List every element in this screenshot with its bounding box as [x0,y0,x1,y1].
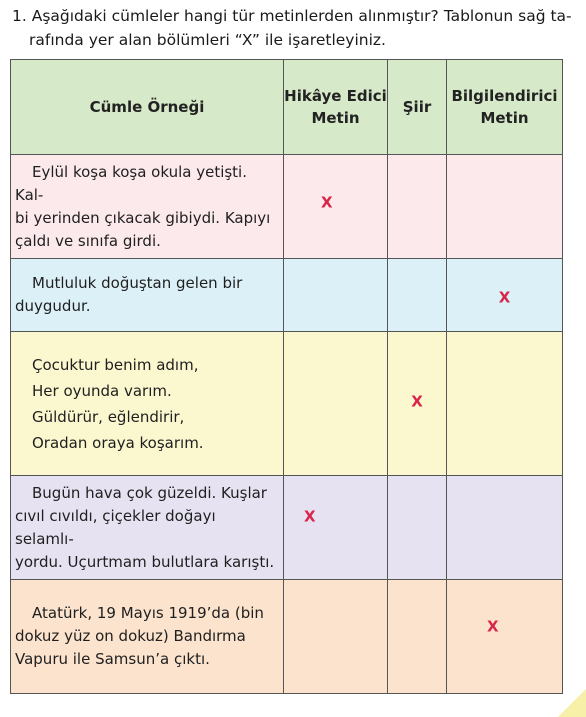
sentence-cell [11,155,284,259]
info-mark-cell[interactable] [447,580,563,694]
header-info [447,60,563,155]
poem-line: Oradan oraya koşarım. [32,433,204,452]
info-mark-cell[interactable] [447,476,563,580]
poem-mark-cell[interactable] [388,259,447,332]
sentence-line: Eylül koşa koşa okula yetişti. Kal- [15,162,247,204]
question-text-2: rafında yer alan bölümleri “X” ile işaretleyiniz. [29,31,386,49]
story-mark-cell[interactable] [284,580,388,694]
sentence-line: Atatürk, 19 Mayıs 1919’da (bin [32,604,264,622]
sentence-line: Mutluluk doğuştan gelen bir [32,274,243,292]
question-prompt [12,4,582,52]
x-mark: X [487,617,499,636]
story-mark-cell[interactable] [284,155,388,259]
table-row [11,332,563,476]
table-row [11,155,563,259]
sentence-cell [11,259,284,332]
poem-mark-cell[interactable] [388,155,447,259]
x-mark: X [321,193,333,212]
x-mark: X [304,507,316,526]
info-mark-cell[interactable] [447,155,563,259]
sentence-line: duygudur. [15,297,91,315]
poem-mark-cell[interactable] [388,476,447,580]
x-mark: X [411,392,423,411]
classification-table [10,59,563,694]
sentence-line: dokuz yüz on dokuz) Bandırma [15,627,246,645]
info-mark-cell[interactable] [447,259,563,332]
poem-line: Çocuktur benim adım, [32,355,199,374]
question-line-1 [12,4,582,28]
question-text-1: Aşağıdaki cümleler hangi tür metinlerden alınmıştır? Tablonun sağ ta- [31,7,572,25]
page-corner-decoration [558,689,586,717]
story-mark-cell[interactable] [284,259,388,332]
header-sentence: Cümle Örneği [11,60,284,155]
sentence-line: bi yerinden çıkacak gibiydi. Kapıyı [15,208,271,227]
table-row [11,580,563,694]
header-row [11,60,563,155]
poem-mark-cell[interactable] [388,332,447,476]
poem-line: Güldürür, eğlendirir, [32,407,185,426]
story-mark-cell[interactable] [284,332,388,476]
header-info-line1: Bilgilendirici [451,87,558,105]
sentence-line: yordu. Uçurtmam bulutlara karıştı. [15,552,275,571]
sentence-line: Bugün hava çok güzeldi. Kuşlar [32,483,267,502]
question-number: 1. [12,7,27,25]
header-story-line2: Metin [311,109,360,127]
table-row [11,476,563,580]
x-mark: X [498,288,511,307]
header-story-line1: Hikâye Edici [284,87,387,105]
poem-mark-cell[interactable] [388,580,447,694]
sentence-cell [11,476,284,580]
header-info-line2: Metin [480,109,529,127]
info-mark-cell[interactable] [447,332,563,476]
poem-line: Her oyunda varım. [32,381,172,400]
sentence-line: cıvıl cıvıldı, çiçekler doğayı selamlı- [15,506,216,548]
header-story [284,60,388,155]
header-poem: Şiir [388,60,447,155]
sentence-line: Vapuru ile Samsun’a çıktı. [15,650,210,668]
sentence-cell [11,332,284,476]
story-mark-cell[interactable] [284,476,388,580]
sentence-line: çaldı ve sınıfa girdi. [15,231,161,250]
sentence-cell [11,580,284,694]
table-row [11,259,563,332]
